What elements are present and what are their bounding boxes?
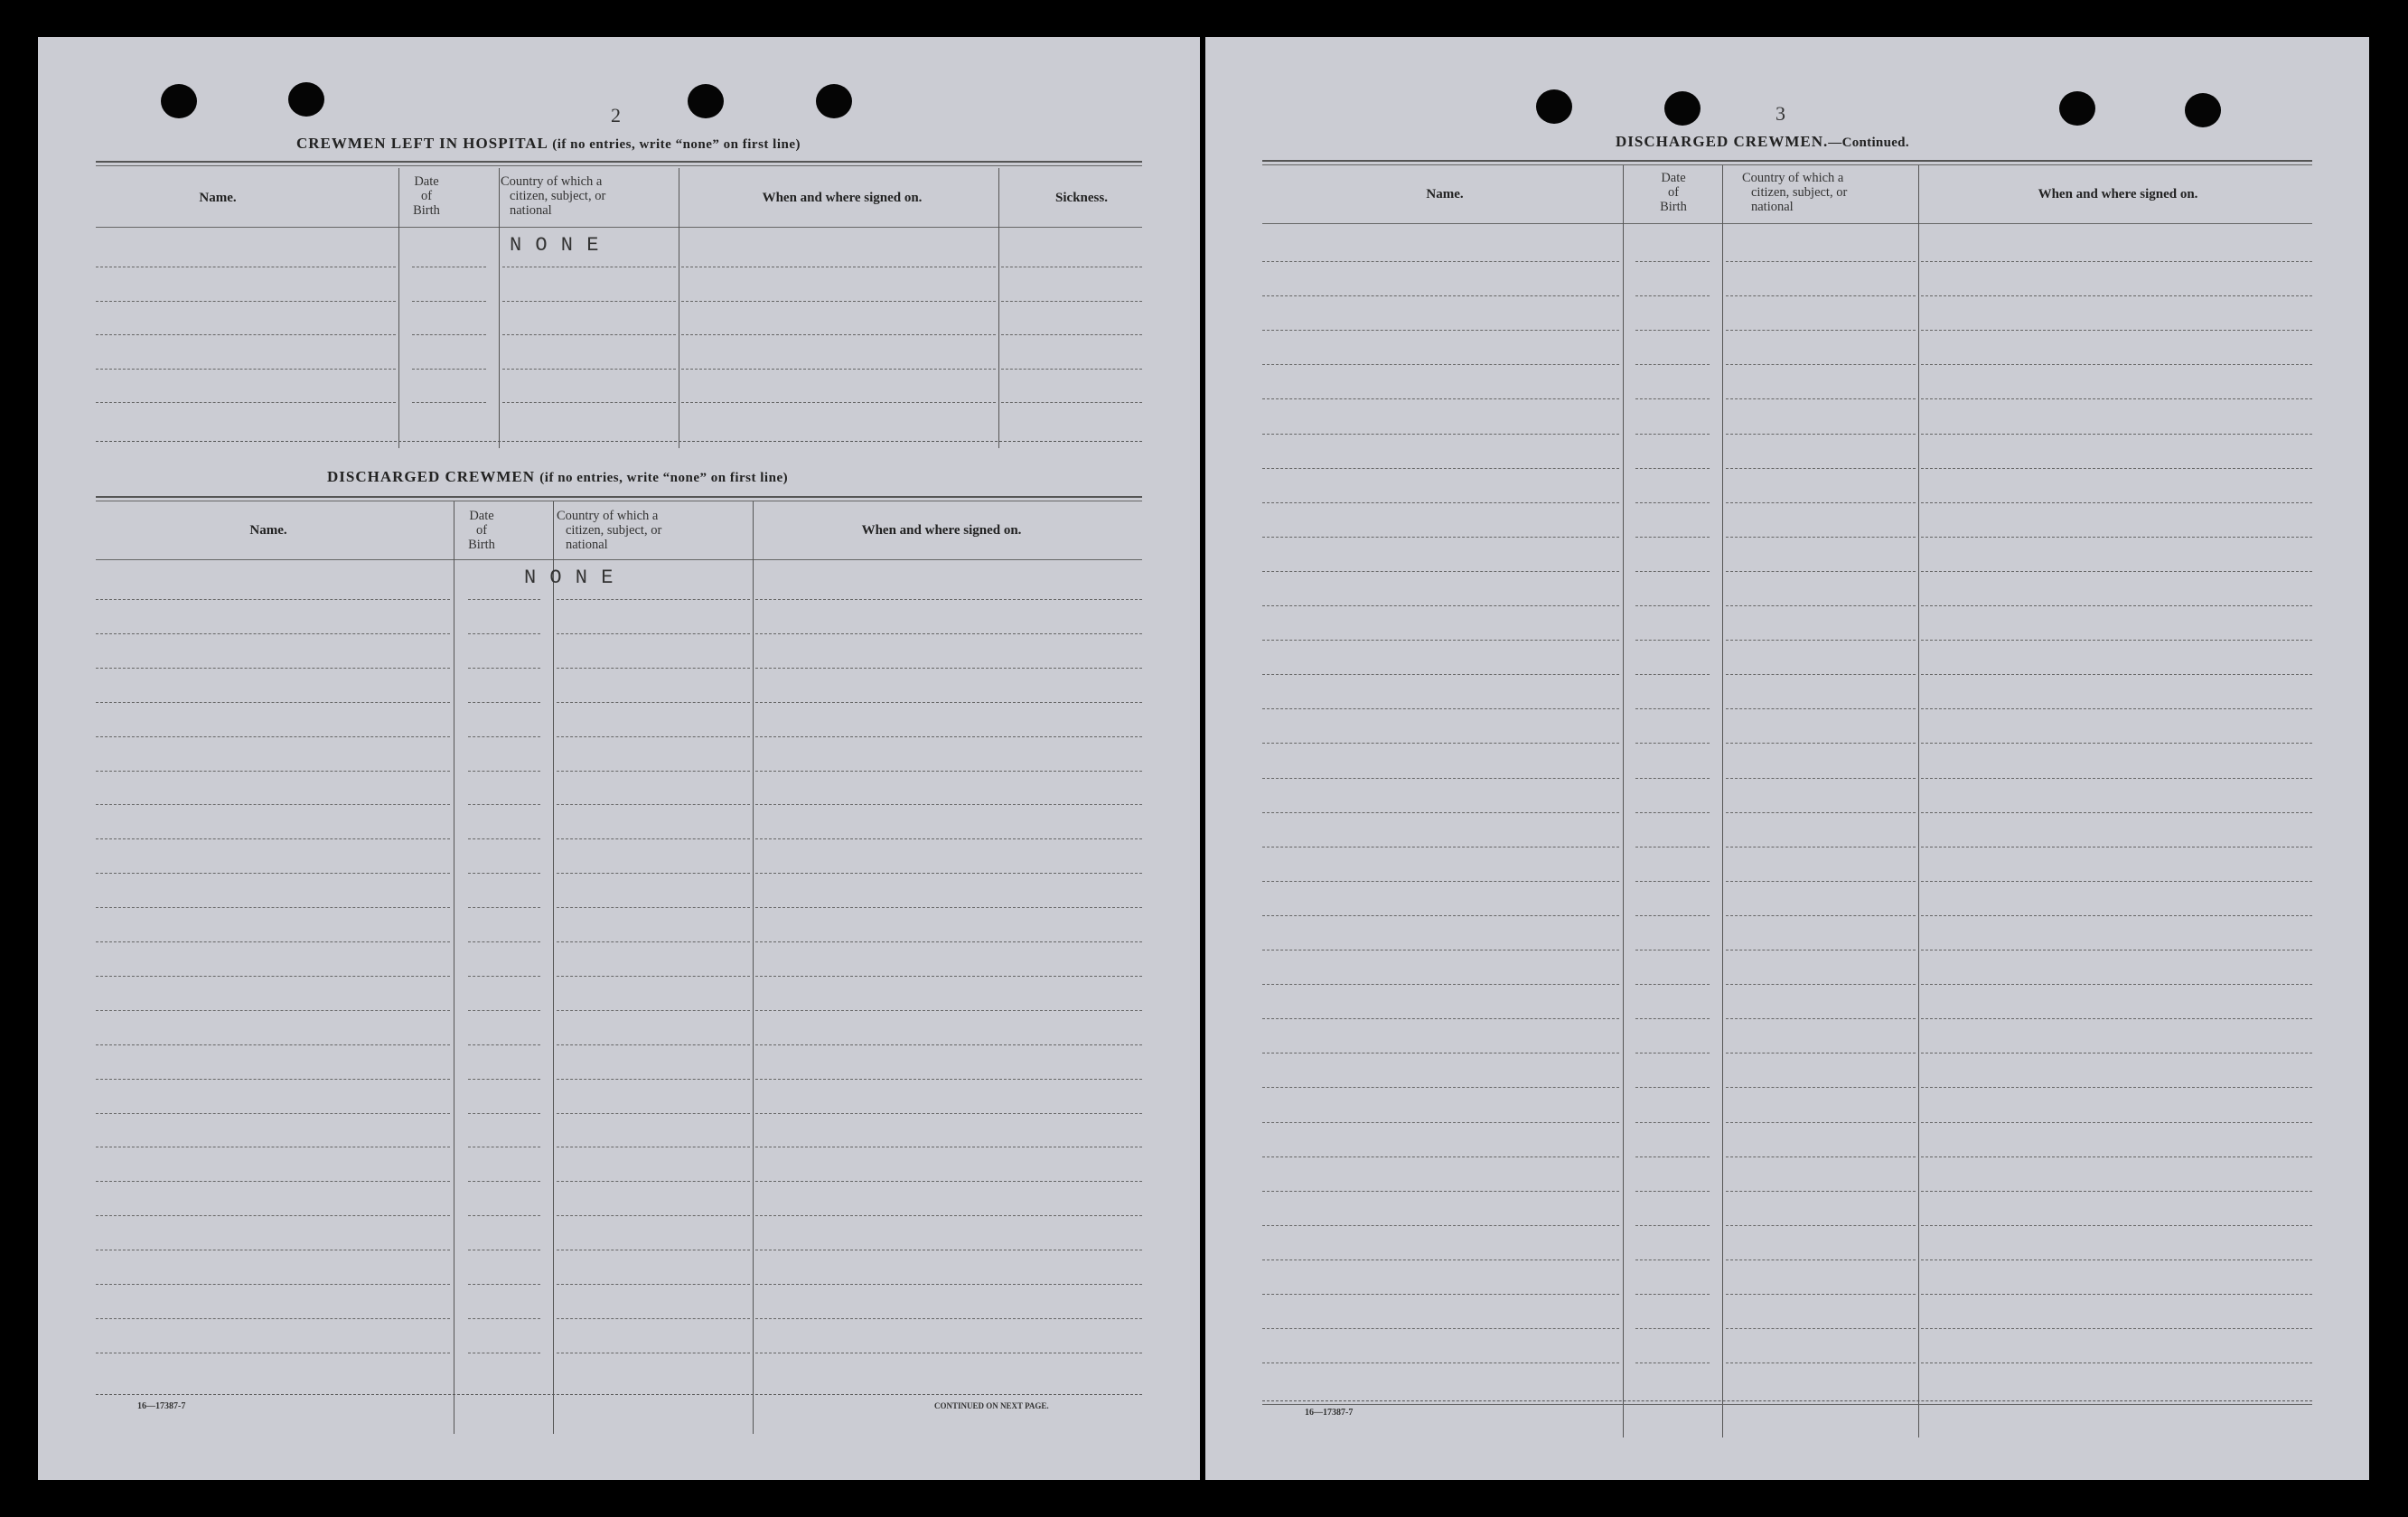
- entry-line: [1921, 571, 2312, 572]
- hospital-col-name: Name.: [199, 191, 237, 205]
- punch-hole: [1664, 91, 1701, 126]
- country-line: citizen, subject, or: [510, 189, 606, 203]
- entry-line: [1635, 398, 1710, 399]
- hospital-col-divider: [398, 168, 399, 448]
- entry-line: [468, 771, 540, 772]
- entry-line: [1262, 330, 1619, 331]
- entry-line: [1726, 537, 1916, 538]
- dob-line: of: [1667, 185, 1680, 200]
- entry-line: [1635, 571, 1710, 572]
- entry-line: [755, 1284, 1142, 1285]
- entry-line: [1726, 1362, 1916, 1363]
- entry-line: [96, 907, 450, 908]
- entry-line: [1921, 502, 2312, 503]
- entry-line: [557, 873, 750, 874]
- entry-line: [1262, 537, 1619, 538]
- entry-line: [1262, 1259, 1619, 1260]
- entry-line: [1262, 778, 1619, 779]
- hospital-bottom-rule: [96, 441, 1142, 442]
- entry-line: [1635, 468, 1710, 469]
- entry-line: [1262, 571, 1619, 572]
- entry-line: [1635, 1087, 1710, 1088]
- entry-line: [557, 771, 750, 772]
- entry-line: [755, 668, 1142, 669]
- entry-line: [557, 907, 750, 908]
- entry-line: [502, 334, 676, 335]
- entry-line: [1726, 330, 1916, 331]
- entry-line: [1635, 330, 1710, 331]
- entry-line: [96, 804, 450, 805]
- entry-line: [412, 334, 486, 335]
- entry-line: [557, 804, 750, 805]
- entry-line: [468, 1284, 540, 1285]
- entry-line: [1262, 1294, 1619, 1295]
- form-number: 16—17387-7: [137, 1401, 186, 1411]
- entry-line: [468, 599, 540, 600]
- entry-line: [1921, 778, 2312, 779]
- entry-line: [1726, 708, 1916, 709]
- entry-line: [1635, 1156, 1710, 1157]
- right-bottom-rule: [1262, 1400, 2312, 1401]
- dob-line: Birth: [413, 203, 440, 218]
- entry-line: [1262, 1328, 1619, 1329]
- dob-line: Date: [1661, 171, 1686, 185]
- entry-line: [1921, 295, 2312, 296]
- entry-line: [681, 334, 996, 335]
- entry-line: [1921, 812, 2312, 813]
- entry-line: [557, 1284, 750, 1285]
- entry-line: [1635, 640, 1710, 641]
- entry-line: [1262, 743, 1619, 744]
- dob-line: Birth: [1660, 200, 1687, 214]
- country-line: Country of which a: [1742, 171, 1844, 185]
- entry-line: [1262, 502, 1619, 503]
- entry-line: [1262, 1191, 1619, 1192]
- entry-line: [1726, 915, 1916, 916]
- entry-line: [1635, 708, 1710, 709]
- entry-line: [681, 369, 996, 370]
- entry-line: [1726, 1259, 1916, 1260]
- entry-line: [1921, 674, 2312, 675]
- hospital-col-dob: [399, 174, 454, 218]
- entry-line: [1262, 398, 1619, 399]
- entry-line: [96, 1010, 450, 1011]
- entry-line: [1726, 743, 1916, 744]
- entry-line: [468, 633, 540, 634]
- entry-line: [1001, 334, 1142, 335]
- entry-line: [1726, 261, 1916, 262]
- discharged-section-title: [327, 468, 788, 486]
- hospital-header-rule: [96, 227, 1142, 228]
- entry-line: [1635, 674, 1710, 675]
- punch-hole: [688, 84, 724, 118]
- entry-line: [1262, 881, 1619, 882]
- entry-line: [1921, 1328, 2312, 1329]
- right-page: [1205, 37, 2369, 1480]
- discharged-top-rule: [96, 496, 1142, 498]
- entry-line: [1921, 1018, 2312, 1019]
- entry-line: [468, 838, 540, 839]
- entry-line: [557, 1113, 750, 1114]
- page-number: 3: [1776, 102, 1785, 125]
- entry-line: [96, 771, 450, 772]
- punch-hole: [1536, 89, 1572, 124]
- entry-line: [96, 1318, 450, 1319]
- country-line: Country of which a: [501, 174, 603, 189]
- entry-line: [1726, 605, 1916, 606]
- entry-line: [1921, 468, 2312, 469]
- entry-line: [1921, 1225, 2312, 1226]
- entry-line: [1262, 812, 1619, 813]
- entry-line: [1262, 984, 1619, 985]
- discharged-col-dob: [454, 509, 509, 552]
- entry-line: [755, 1010, 1142, 1011]
- entry-line: [96, 838, 450, 839]
- entry-line: [1921, 708, 2312, 709]
- entry-line: [1921, 434, 2312, 435]
- entry-line: [1635, 605, 1710, 606]
- entry-line: [502, 402, 676, 403]
- entry-line: [1726, 434, 1916, 435]
- entry-line: [755, 804, 1142, 805]
- entry-line: [1635, 364, 1710, 365]
- entry-line: [1921, 605, 2312, 606]
- entry-line: [557, 838, 750, 839]
- entry-line: [1262, 915, 1619, 916]
- entry-line: [1262, 1087, 1619, 1088]
- hospital-none-entry: N O N E: [510, 234, 600, 257]
- entry-line: [755, 907, 1142, 908]
- entry-line: [96, 402, 396, 403]
- entry-line: [96, 301, 396, 302]
- entry-line: [1262, 640, 1619, 641]
- entry-line: [1726, 502, 1916, 503]
- entry-line: [1726, 1087, 1916, 1088]
- right-col-name: Name.: [1426, 187, 1464, 201]
- hospital-section-title: [296, 135, 801, 153]
- discharged-col-divider: [553, 501, 554, 1434]
- entry-line: [557, 702, 750, 703]
- entry-line: [755, 1113, 1142, 1114]
- entry-line: [96, 1113, 450, 1114]
- entry-line: [557, 1044, 750, 1045]
- entry-line: [468, 1079, 540, 1080]
- entry-line: [1726, 364, 1916, 365]
- right-header-rule: [1262, 223, 2312, 224]
- entry-line: [1921, 743, 2312, 744]
- hospital-col-sickness: Sickness.: [1055, 191, 1108, 205]
- entry-line: [1726, 295, 1916, 296]
- entry-line: [1726, 1018, 1916, 1019]
- entry-line: [1262, 364, 1619, 365]
- entry-line: [96, 599, 450, 600]
- entry-line: [96, 941, 450, 942]
- entry-line: [1726, 1122, 1916, 1123]
- entry-line: [96, 1215, 450, 1216]
- entry-line: [1001, 369, 1142, 370]
- entry-line: [1262, 434, 1619, 435]
- entry-line: [1262, 295, 1619, 296]
- entry-line: [1635, 1328, 1710, 1329]
- entry-line: [1635, 1362, 1710, 1363]
- entry-line: [1635, 261, 1710, 262]
- entry-line: [755, 976, 1142, 977]
- entry-line: [96, 1044, 450, 1045]
- entry-line: [1921, 537, 2312, 538]
- entry-line: [468, 1318, 540, 1319]
- dob-line: Date: [414, 174, 439, 189]
- entry-line: [1635, 537, 1710, 538]
- entry-line: [1921, 1294, 2312, 1295]
- punch-hole: [2059, 91, 2095, 126]
- entry-line: [468, 702, 540, 703]
- entry-line: [755, 1044, 1142, 1045]
- country-line: citizen, subject, or: [1751, 185, 1848, 200]
- hospital-col-signed-on: When and where signed on.: [762, 191, 923, 205]
- discharged-bottom-rule: [96, 1394, 1142, 1395]
- entry-line: [1635, 502, 1710, 503]
- entry-line: [755, 599, 1142, 600]
- entry-line: [1262, 1018, 1619, 1019]
- country-line: national: [510, 203, 552, 218]
- entry-line: [1726, 571, 1916, 572]
- entry-line: [1921, 1259, 2312, 1260]
- entry-line: [1262, 1362, 1619, 1363]
- entry-line: [1635, 1225, 1710, 1226]
- discharged-none-entry: N O N E: [524, 567, 614, 589]
- entry-line: [1262, 1225, 1619, 1226]
- entry-line: [1635, 434, 1710, 435]
- entry-line: [557, 736, 750, 737]
- entry-line: [1635, 1122, 1710, 1123]
- entry-line: [1921, 640, 2312, 641]
- entry-line: [1635, 1294, 1710, 1295]
- right-col-signed-on: When and where signed on.: [2038, 187, 2198, 201]
- entry-line: [557, 1079, 750, 1080]
- entry-line: [1726, 640, 1916, 641]
- entry-line: [1921, 330, 2312, 331]
- discharged-col-divider: [753, 501, 754, 1434]
- entry-line: [412, 369, 486, 370]
- entry-line: [1921, 1362, 2312, 1363]
- entry-line: [96, 1181, 450, 1182]
- entry-line: [557, 668, 750, 669]
- entry-line: [1262, 708, 1619, 709]
- hospital-title-note: (if no entries, write “none” on first line): [552, 137, 801, 152]
- country-line: Country of which a: [557, 509, 659, 523]
- entry-line: [468, 1010, 540, 1011]
- entry-line: [468, 1215, 540, 1216]
- entry-line: [1726, 1225, 1916, 1226]
- entry-line: [681, 301, 996, 302]
- entry-line: [1921, 1122, 2312, 1123]
- entry-line: [1635, 1191, 1710, 1192]
- entry-line: [1726, 881, 1916, 882]
- entry-line: [1262, 1122, 1619, 1123]
- hospital-col-divider: [499, 168, 500, 448]
- discharged-title-text: DISCHARGED CREWMEN: [327, 468, 536, 485]
- entry-line: [1726, 1156, 1916, 1157]
- entry-line: [412, 301, 486, 302]
- entry-line: [1726, 1294, 1916, 1295]
- entry-line: [557, 941, 750, 942]
- entry-line: [755, 941, 1142, 942]
- continued-note: CONTINUED ON NEXT PAGE.: [934, 1401, 1049, 1410]
- entry-line: [557, 1181, 750, 1182]
- entry-line: [1262, 605, 1619, 606]
- country-line: citizen, subject, or: [566, 523, 662, 538]
- hospital-title-text: CREWMEN LEFT IN HOSPITAL: [296, 135, 548, 152]
- entry-line: [502, 301, 676, 302]
- discharged-col-country: [553, 509, 734, 552]
- entry-line: [557, 1215, 750, 1216]
- entry-line: [96, 702, 450, 703]
- entry-line: [1726, 468, 1916, 469]
- entry-line: [468, 1044, 540, 1045]
- entry-line: [557, 976, 750, 977]
- discharged-continued-title: [1616, 133, 1909, 151]
- entry-line: [1262, 674, 1619, 675]
- entry-line: [755, 1079, 1142, 1080]
- form-number: 16—17387-7: [1305, 1408, 1354, 1418]
- punch-hole: [161, 84, 197, 118]
- entry-line: [1635, 743, 1710, 744]
- entry-line: [412, 402, 486, 403]
- entry-line: [96, 633, 450, 634]
- entry-line: [755, 1181, 1142, 1182]
- entry-line: [1921, 915, 2312, 916]
- entry-line: [1635, 1259, 1710, 1260]
- entry-line: [755, 702, 1142, 703]
- entry-line: [1635, 1018, 1710, 1019]
- entry-line: [681, 402, 996, 403]
- right-bottom-rule-2: [1262, 1404, 2312, 1405]
- entry-line: [755, 873, 1142, 874]
- entry-line: [1921, 398, 2312, 399]
- entry-line: [1001, 301, 1142, 302]
- entry-line: [755, 736, 1142, 737]
- entry-line: [96, 873, 450, 874]
- discharged-col-name: Name.: [249, 523, 287, 538]
- left-page: [38, 37, 1200, 1480]
- right-col-dob: [1646, 171, 1701, 214]
- entry-line: [1921, 984, 2312, 985]
- entry-line: [468, 941, 540, 942]
- hospital-top-rule: [96, 161, 1142, 163]
- entry-line: [1001, 402, 1142, 403]
- entry-line: [96, 976, 450, 977]
- entry-line: [468, 736, 540, 737]
- entry-line: [1635, 915, 1710, 916]
- right-col-divider: [1623, 165, 1624, 1437]
- entry-line: [1635, 812, 1710, 813]
- right-col-divider: [1722, 165, 1723, 1437]
- punch-hole: [288, 82, 324, 117]
- discharged-col-signed-on: When and where signed on.: [861, 523, 1022, 538]
- entry-line: [1726, 398, 1916, 399]
- entry-line: [557, 1010, 750, 1011]
- page-number: 2: [611, 104, 621, 126]
- entry-line: [1921, 1087, 2312, 1088]
- punch-hole: [816, 84, 852, 118]
- entry-line: [96, 369, 396, 370]
- entry-line: [1921, 1191, 2312, 1192]
- entry-line: [96, 736, 450, 737]
- entry-line: [1726, 674, 1916, 675]
- discharged-header-rule: [96, 559, 1142, 560]
- hospital-col-divider: [998, 168, 999, 448]
- entry-line: [1262, 468, 1619, 469]
- entry-line: [1921, 1156, 2312, 1157]
- entry-line: [557, 1318, 750, 1319]
- hospital-col-country: [497, 174, 660, 218]
- entry-line: [468, 1113, 540, 1114]
- entry-line: [96, 1079, 450, 1080]
- country-line: national: [1751, 200, 1794, 214]
- entry-line: [1262, 261, 1619, 262]
- entry-line: [96, 1284, 450, 1285]
- entry-line: [1635, 295, 1710, 296]
- entry-line: [1726, 984, 1916, 985]
- entry-line: [755, 1318, 1142, 1319]
- continued-suffix: —Continued.: [1828, 136, 1909, 150]
- entry-line: [502, 369, 676, 370]
- entry-line: [1262, 1156, 1619, 1157]
- entry-line: [1635, 881, 1710, 882]
- entry-line: [468, 976, 540, 977]
- entry-line: [1726, 812, 1916, 813]
- country-line: national: [566, 538, 608, 552]
- entry-line: [1921, 261, 2312, 262]
- entry-line: [1921, 364, 2312, 365]
- discharged-title-note: (if no entries, write “none” on first line): [539, 471, 789, 485]
- entry-line: [468, 1181, 540, 1182]
- entry-line: [557, 599, 750, 600]
- entry-line: [96, 334, 396, 335]
- discharged-continued-title-text: DISCHARGED CREWMEN.: [1616, 133, 1829, 150]
- entry-line: [755, 633, 1142, 634]
- right-top-rule: [1262, 160, 2312, 162]
- entry-line: [96, 668, 450, 669]
- entry-line: [1726, 1328, 1916, 1329]
- entry-line: [557, 633, 750, 634]
- entry-line: [1726, 778, 1916, 779]
- entry-line: [1726, 1191, 1916, 1192]
- right-col-divider: [1918, 165, 1919, 1437]
- dob-line: of: [475, 523, 488, 538]
- entry-line: [1921, 881, 2312, 882]
- dob-line: Birth: [468, 538, 495, 552]
- entry-line: [468, 804, 540, 805]
- right-col-country: [1738, 171, 1919, 214]
- entry-line: [468, 668, 540, 669]
- entry-line: [755, 838, 1142, 839]
- entry-line: [1635, 778, 1710, 779]
- dob-line: of: [420, 189, 433, 203]
- punch-hole: [2185, 93, 2221, 127]
- entry-line: [468, 907, 540, 908]
- entry-line: [755, 1215, 1142, 1216]
- entry-line: [1635, 984, 1710, 985]
- entry-line: [755, 771, 1142, 772]
- entry-line: [468, 873, 540, 874]
- dob-line: Date: [469, 509, 494, 523]
